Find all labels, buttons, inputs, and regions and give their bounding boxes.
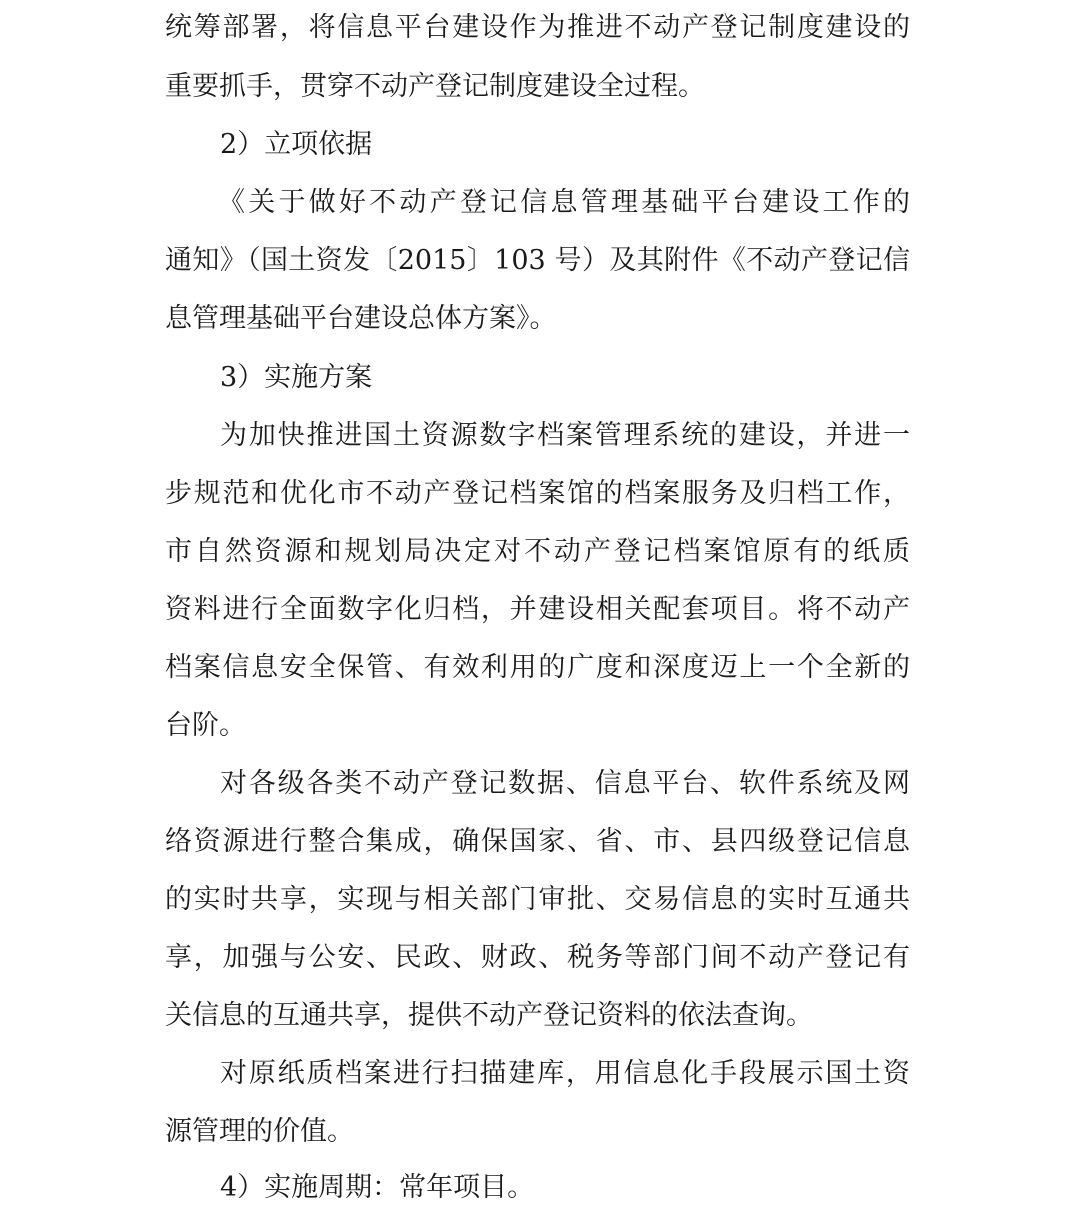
text-line (0, 10, 1074, 46)
heading-text: 4）实施周期：常年项目。 (220, 1172, 535, 1203)
heading-text: 2）立项依据 (220, 129, 373, 160)
text-line (0, 592, 1074, 628)
text-line (0, 824, 1074, 860)
section-heading (0, 360, 1074, 396)
heading-text: 3）实施方案 (220, 362, 373, 393)
section-heading (0, 127, 1074, 163)
paragraph-text: 步规范和优化市不动产登记档案馆的档案服务及归档工作， (165, 478, 910, 509)
paragraph-text: 对各级各类不动产登记数据、信息平台、软件系统及网 (220, 768, 910, 799)
paragraph-text: 的实时共享，实现与相关部门审批、交易信息的实时互通共 (165, 884, 910, 915)
text-line (0, 940, 1074, 976)
paragraph-text: 统筹部署，将信息平台建设作为推进不动产登记制度建设的 (165, 12, 910, 43)
text-line (0, 882, 1074, 918)
section-heading (0, 1170, 1074, 1206)
paragraph-text: 《关于做好不动产登记信息管理基础平台建设工作的 (218, 187, 910, 218)
text-line (0, 476, 1074, 512)
text-line (0, 185, 1074, 221)
paragraph-text: 对原纸质档案进行扫描建库，用信息化手段展示国土资 (220, 1058, 910, 1089)
paragraph-text: 享，加强与公安、民政、财政、税务等部门间不动产登记有 (165, 942, 910, 973)
paragraph-text: 源管理的价值。 (165, 1116, 354, 1147)
text-line (0, 69, 1074, 105)
paragraph-text: 通知》（国土资发〔2015〕103 号）及其附件《不动产登记信 (165, 245, 910, 276)
paragraph-text: 市自然资源和规划局决定对不动产登记档案馆原有的纸质 (165, 536, 910, 567)
text-line (0, 1114, 1074, 1150)
text-line (0, 243, 1074, 279)
paragraph-text: 台阶。 (165, 710, 246, 741)
paragraph-text: 关信息的互通共享，提供不动产登记资料的依法查询。 (165, 1000, 813, 1031)
text-line (0, 998, 1074, 1034)
paragraph-text: 档案信息安全保管、有效利用的广度和深度迈上一个全新的 (165, 652, 910, 683)
paragraph-text: 络资源进行整合集成，确保国家、省、市、县四级登记信息 (165, 826, 910, 857)
text-line (0, 1056, 1074, 1092)
text-line (0, 708, 1074, 744)
paragraph-text: 资料进行全面数字化归档，并建设相关配套项目。将不动产 (165, 594, 910, 625)
paragraph-text: 息管理基础平台建设总体方案》。 (165, 303, 557, 334)
text-line (0, 301, 1074, 337)
paragraph-text: 重要抓手，贯穿不动产登记制度建设全过程。 (165, 71, 705, 102)
text-line (0, 650, 1074, 686)
text-line (0, 534, 1074, 570)
text-line (0, 766, 1074, 802)
paragraph-text: 为加快推进国土资源数字档案管理系统的建设，并进一 (220, 420, 910, 451)
text-line (0, 418, 1074, 454)
